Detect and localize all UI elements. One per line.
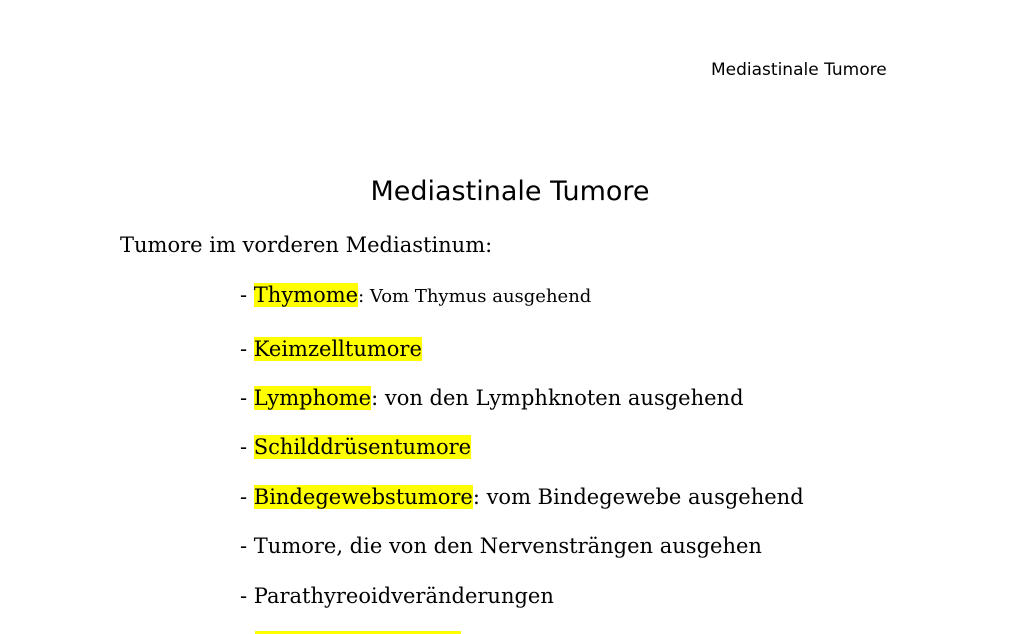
highlighted-term: Lymphome bbox=[253, 386, 372, 410]
list-bullet: - bbox=[240, 584, 254, 608]
list-item-parathyreoid bbox=[240, 583, 554, 609]
list-item-text: Tumore, die von den Nervensträngen ausgehen bbox=[253, 534, 762, 558]
list-item-bindegewebstumore bbox=[240, 484, 804, 510]
highlighted-term: Keimzelltumore bbox=[253, 337, 422, 361]
list-item-nervenstraenge bbox=[240, 533, 762, 559]
running-header: Mediastinale Tumore bbox=[711, 60, 887, 80]
list-item-lymphome bbox=[240, 385, 744, 411]
list-bullet: - bbox=[240, 534, 254, 558]
list-item-text: Parathyreoidveränderungen bbox=[253, 584, 554, 608]
list-bullet: - bbox=[240, 435, 254, 459]
list-item-thymome bbox=[240, 282, 591, 310]
highlighted-term: Thymome bbox=[253, 283, 359, 307]
list-bullet: - bbox=[240, 337, 254, 361]
highlighted-term: Bindegewebstumore bbox=[253, 485, 473, 509]
list-item-schilddruesentumore bbox=[240, 434, 471, 460]
highlighted-term: Schilddrüsentumore bbox=[253, 435, 472, 459]
list-bullet: - bbox=[240, 386, 254, 410]
term-description: : von den Lymphknoten ausgehend bbox=[371, 386, 744, 410]
list-bullet: - bbox=[240, 283, 254, 307]
section-heading: Tumore im vorderen Mediastinum: bbox=[120, 233, 493, 257]
term-description: : vom Bindegewebe ausgehend bbox=[472, 485, 804, 509]
list-item-keimzelltumore bbox=[240, 336, 422, 362]
term-description: : Vom Thymus ausgehend bbox=[358, 286, 592, 307]
list-bullet: - bbox=[240, 485, 254, 509]
page-title: Mediastinale Tumore bbox=[370, 176, 650, 207]
